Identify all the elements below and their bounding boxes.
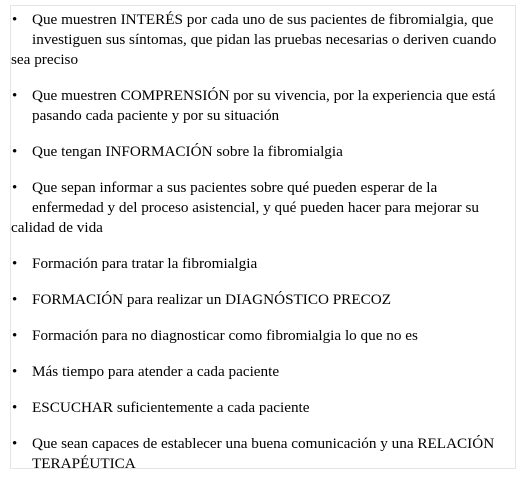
list-item-text: [0, 254, 527, 274]
list-item: [0, 362, 527, 382]
list-item-text: [0, 290, 527, 310]
list-item-line: sea preciso: [11, 51, 79, 68]
bullet-icon: •: [12, 256, 18, 272]
list-item-line: pasando cada paciente y por su situación: [32, 107, 280, 124]
bullet-icon: •: [12, 436, 18, 452]
list-item-text: [0, 362, 527, 382]
list-item: [0, 254, 527, 274]
list-item-text: [0, 326, 527, 346]
bullet-icon: •: [12, 292, 18, 308]
bullet-icon: •: [12, 180, 18, 196]
bullet-icon: •: [12, 144, 18, 160]
list-item: [0, 434, 527, 474]
list-item: [0, 398, 527, 418]
list-item-text: [0, 178, 527, 238]
list-item-line: investiguen sus síntomas, que pidan las pruebas necesarias o deriven cuando: [32, 31, 497, 48]
list-item-line: Más tiempo para atender a cada paciente: [32, 363, 280, 380]
bullet-icon: •: [12, 400, 18, 416]
list-item-line: Formación para no diagnosticar como fibromialgia lo que no es: [32, 327, 418, 344]
list-item-line: Que sean capaces de establecer una buena comunicación y una RELACIÓN: [32, 435, 495, 452]
list-item-line: calidad de vida: [11, 219, 103, 236]
list-item: [0, 178, 527, 238]
list-item-line: Que muestren COMPRENSIÓN por su vivencia, por la experiencia que está: [32, 87, 496, 104]
list-item-line: TERAPÉUTICA: [32, 455, 136, 472]
list-item-text: [0, 10, 527, 70]
list-item-line: Que tengan INFORMACIÓN sobre la fibromialgia: [32, 143, 343, 160]
list-item-line: Que sepan informar a sus pacientes sobre qué pueden esperar de la: [32, 179, 438, 196]
list-item-text: [0, 398, 527, 418]
list-item-line: FORMACIÓN para realizar un DIAGNÓSTICO PRECOZ: [32, 291, 391, 308]
list-item-line: Que muestren INTERÉS por cada uno de sus pacientes de fibromialgia, que: [32, 11, 494, 28]
list-item-text: [0, 86, 527, 126]
list-item: [0, 10, 527, 70]
bullet-icon: •: [12, 364, 18, 380]
list-item: [0, 86, 527, 126]
list-item-text: [0, 142, 527, 162]
list-item: [0, 290, 527, 310]
list-item-line: enfermedad y del proceso asistencial, y qué pueden hacer para mejorar su: [32, 199, 479, 216]
list-item-line: Formación para tratar la fibromialgia: [32, 255, 258, 272]
list-item: [0, 142, 527, 162]
bullet-icon: •: [12, 88, 18, 104]
list-item-text: [0, 434, 527, 474]
bullet-icon: •: [12, 12, 18, 28]
list-item-line: ESCUCHAR suficientemente a cada paciente: [32, 399, 310, 416]
list-item: [0, 326, 527, 346]
bullet-icon: •: [12, 328, 18, 344]
